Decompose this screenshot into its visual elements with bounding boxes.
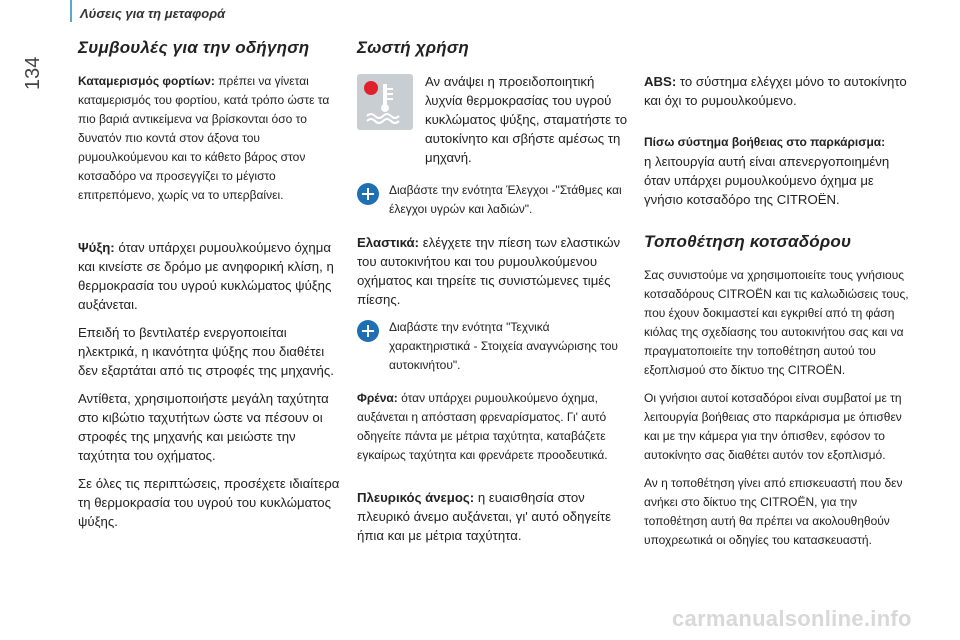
paragraph-towbar-3: Αν η τοποθέτηση γίνει από επισκευαστή που δεν ανήκει στο δίκτυο της CITROËN, για την τοποθέτηση αυτή θα πρέπει να ακολουθηθούν υποχρεωτικά οι οδηγίες του κατασκευαστή. xyxy=(644,476,903,547)
warning-text: Αν ανάψει η προειδοποιητική λυχνία θερμοκρασίας του υγρού κυκλώματος ψύξης, σταματήστε το αυτοκίνητο και σβήστε αμέσως τη μηχανή. xyxy=(425,74,628,165)
note-levels xyxy=(357,181,633,219)
column-correct-use xyxy=(357,38,633,554)
section-title-correct-use: Σωστή χρήση xyxy=(357,38,469,57)
info-plus-icon xyxy=(357,320,379,342)
paragraph-towbar-1: Σας συνιστούμε να χρησιμοποιείτε τους γνήσιους κοτσαδόρους CITROËN και τις καλωδιώσεις τους, που έχουν δοκιμαστεί και εγκριθεί από τη φάση κιόλας της σχεδίασης του αυτοκινήτου σας και να πραγματοποιείτε την τοποθέτηση αυτού του εξοπλισμού στο δίκτυο της CITROËN. xyxy=(644,268,909,377)
warning-block xyxy=(357,72,633,167)
watermark: carmanualsonline.info xyxy=(672,606,912,631)
lead-wind: Πλευρικός άνεμος: xyxy=(357,490,475,505)
text-cooling: όταν υπάρχει ρυμουλκούμενο όχημα και κινείστε σε δρόμο με ανηφορική κλίση, η θερμοκρασία του υγρού κυκλώματος ψύξης αυξάνεται. xyxy=(78,240,334,312)
column-driving-tips xyxy=(78,38,340,540)
paragraph-load-distribution xyxy=(78,72,340,205)
note-technical xyxy=(357,318,633,375)
paragraph-caution: Σε όλες τις περιπτώσεις, προσέχετε ιδιαίτερα τη θερμοκρασία του υγρού του κυκλώματος ψύξης. xyxy=(78,476,340,529)
page-number-text: 134 xyxy=(22,56,44,90)
text-load-distribution: πρέπει να γίνεται καταμερισμός του φορτίου, κατά τρόπο ώστε τα πιο βαριά αντικείμενα να βρίσκονται όσο το δυνατόν πιο κοντά στον άξονα του ρυμουλκούμενου και το κάθετο βάρος στον κοτσαδόρο να προσεγγίζει το μέγιστο επιτρεπόμενο, χωρίς να το υπερβαίνει. xyxy=(78,74,330,202)
text-brakes: όταν υπάρχει ρυμουλκούμενο όχημα, αυξάνεται η απόσταση φρεναρίσματος. Γι' αυτό οδηγείτε πάντα με μέτρια ταχύτητα, καταβάζετε εγκαίρως ταχύτητα και φρενάρετε προοδευτικά. xyxy=(357,391,608,462)
note-levels-text: Διαβάστε την ενότητα Έλεγχοι -"Στάθμες και έλεγχοι υγρών και λαδιών". xyxy=(389,183,622,216)
paragraph-brakes xyxy=(357,389,633,465)
lead-brakes: Φρένα: xyxy=(357,391,398,405)
info-plus-icon xyxy=(357,183,379,205)
lead-abs: ABS: xyxy=(644,74,677,89)
text-abs: το σύστημα ελέγχει μόνο το αυτοκίνητο και όχι το ρυμουλκούμενο. xyxy=(644,74,907,108)
section-marker-bar xyxy=(70,0,72,22)
text-parking: η λειτουργία αυτή είναι απενεργοποιημένη όταν υπάρχει ρυμουλκούμενο όχημα με γνήσιο κοτσαδόρο της CITROËN. xyxy=(644,154,890,207)
paragraph-wind xyxy=(357,488,633,545)
paragraph-gear: Αντίθετα, χρησιμοποιήστε μεγάλη ταχύτητα στο κιβώτιο ταχυτήτων ώστε να πέσουν οι στροφές της μηχανής και μειώστε την ταχύτητα του οχήματος. xyxy=(78,391,329,463)
paragraph-tyres xyxy=(357,233,633,309)
running-head: Λύσεις για τη μεταφορά xyxy=(80,6,226,21)
paragraph-abs xyxy=(644,72,914,110)
paragraph-cooling xyxy=(78,238,340,314)
lead-load-distribution: Καταμερισμός φορτίων: xyxy=(78,74,215,88)
text-wind: η ευαισθησία στον πλευρικό άνεμο αυξάνεται, γι' αυτό οδηγείτε ήπια και με μέτρια ταχύτητα. xyxy=(357,490,611,543)
note-technical-text: Διαβάστε την ενότητα "Τεχνικά χαρακτηριστικά - Στοιχεία αναγνώρισης του αυτοκινήτου". xyxy=(389,320,618,372)
paragraph-fan: Επειδή το βεντιλατέρ ενεργοποιείται ηλεκτρικά, η ικανότητα ψύξης που διαθέτει δεν εξαρτάται από τις στροφές της μηχανής. xyxy=(78,325,334,378)
lead-parking xyxy=(644,133,914,152)
coolant-temperature-warning-icon xyxy=(357,74,413,130)
paragraph-towbar-2: Οι γνήσιοι αυτοί κοτσαδόροι είναι συμβατοί με τη λειτουργία βοήθειας στο παρκάρισμα με όπισθεν και με την κάμερα για την όπισθεν, εφόσον το αυτοκίνητο σας διαθέτει αυτόν τον εξοπλισμό. xyxy=(644,391,902,462)
lead-cooling: Ψύξη: xyxy=(78,240,115,255)
page-number xyxy=(18,48,48,88)
text-tyres: ελέγχετε την πίεση των ελαστικών του αυτοκινήτου και του ρυμουλκούμενου οχήματος και τηρείτε τις συνιστώμενες τιμές πίεσης. xyxy=(357,235,621,307)
column-towbar xyxy=(644,38,914,559)
section-title-towbar: Τοποθέτηση κοτσαδόρου xyxy=(644,232,852,251)
lead-tyres: Ελαστικά: xyxy=(357,235,420,250)
lead-parking-text: Πίσω σύστημα βοήθειας στο παρκάρισμα: xyxy=(644,135,886,149)
section-title-driving-tips: Συμβουλές για την οδήγηση xyxy=(78,38,310,57)
